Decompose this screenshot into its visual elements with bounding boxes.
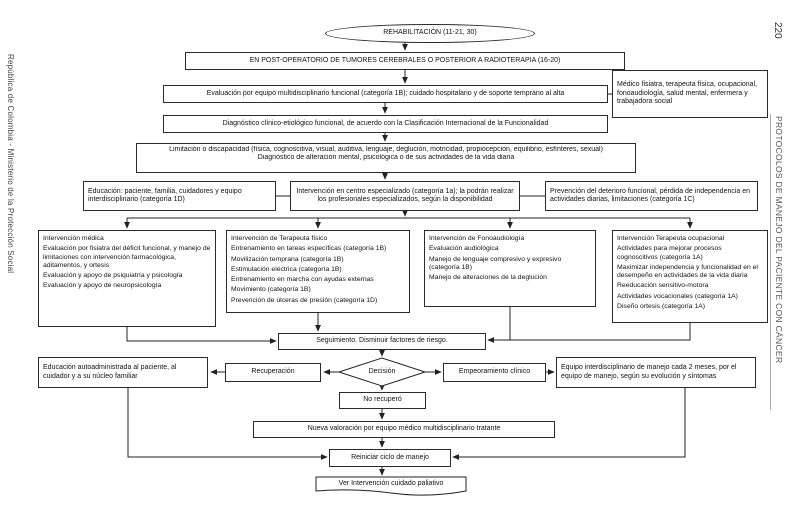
panel-item: Prevención de úlceras de presión (categoría 1D): [231, 296, 378, 304]
limitacion-linea-1: Limitación o discapacidad (física, cognoscitiva, visual, auditiva, lenguaje, deglución, motricidad, propiocepción, equilibrio, esfínteres, sexual): [169, 146, 603, 153]
panel-terapeuta-fisico: [226, 230, 410, 313]
node-cuidado-paliativo: Ver Intervención cuidado paliativo: [338, 480, 444, 488]
panel-item: Movimiento (categoría 1B): [231, 286, 311, 294]
panel-item: Evaluación por fisiatra del déficit funcional, y manejo de limitaciones con intervención farmacológica, aditamentos, y ortesis: [43, 245, 211, 269]
right-margin-text: PROTOCOLOS DE MANEJO DEL PACIENTE CON CÁNCER: [774, 116, 784, 364]
panel-fonoaudiologia: [424, 230, 596, 307]
limitacion-linea-2: Diagnóstico de alteración mental, psicológica o de sus actividades de la vida diaria: [257, 154, 515, 162]
panel-item: Maximizar independencia y funcionalidad en el desempeño en actividades de la vida diaria: [617, 263, 758, 280]
panel-item: Evaluación audiológica: [429, 245, 499, 253]
node-centro-especializado: Intervención en centro especializado (categoría 1a); la podrán realizar los profesionales especializados, según la disponibilidad: [290, 181, 520, 211]
node-decision: Decisión: [368, 367, 396, 375]
node-equipo-profesional: Médico fisiatra, terapeuta física, ocupacional, fonoaudiología, salud mental, enfermera y trabajadora social: [612, 70, 768, 118]
panel-item: Manejo de alteraciones de la deglución: [429, 274, 547, 282]
node-reiniciar-ciclo: Reiniciar ciclo de manejo: [329, 449, 451, 467]
panel-item: Actividades vocacionales (categoría 1A): [617, 292, 738, 300]
node-limitacion-discapacidad: [136, 143, 636, 173]
node-seguimiento: Seguimiento. Disminuir factores de riesgo.: [278, 333, 486, 350]
panel-item: Reeducación sensitivo-motora: [617, 282, 709, 290]
panel-item: Actividades para mejorar procesos cognoscitivos (categoría 1A): [617, 245, 722, 261]
panel-item: Entrenamiento en tareas específicas (categoría 1B): [231, 245, 387, 253]
panel-terapeuta-ocupacional: [612, 230, 768, 323]
left-margin-text: República de Colombia - Ministerio de la Protección Social: [6, 54, 15, 274]
panel-item: Entrenamiento en marcha con ayudas externas: [231, 276, 374, 284]
panel-item: Estimulación eléctrica (categoría 1B): [231, 265, 342, 273]
panel-item: Diseño ortesis (categoría 1A): [617, 302, 706, 310]
node-recuperacion: Recuperación: [225, 363, 321, 382]
node-no-recupero: No recuperó: [339, 392, 426, 409]
node-diagnostico-clinico: Diagnóstico clínico-etiológico funcional, de acuerdo con la Clasificación Internacional de la Funcionalidad: [163, 115, 608, 133]
panel-title: Intervención médica: [43, 235, 104, 242]
node-educacion-autoadministrada: Educación autoadministrada al paciente, al cuidador y a su núcleo familiar: [38, 357, 208, 388]
node-nueva-valoracion: Nueva valoración por equipo médico multidisciplinario tratante: [253, 421, 555, 438]
panel-intervencion-medica: [38, 230, 216, 327]
node-prevencion-deterioro: Prevención del deterioro funcional, pérdida de independencia en actividades diarias, limitaciones (categoría 1C): [545, 181, 758, 211]
node-evaluacion-equipo: Evaluación por equipo multidisciplinario funcional (categoría 1B); cuidado hospitalario y de soporte temprano al alta: [163, 85, 608, 103]
panel-item: Evaluación y apoyo de psiquiatría y psicología: [43, 272, 183, 280]
panel-title: Intervención Terapeuta ocupacional: [617, 235, 725, 242]
panel-title: Intervención de Fonoaudiología: [429, 235, 525, 242]
panel-title: Intervención de Terapeuta físico: [231, 235, 328, 242]
node-rehabilitacion: REHABILITACIÓN (11-21, 30): [325, 24, 535, 43]
panel-item: Manejo de lenguaje compresivo y expresivo (categoría 1B): [429, 255, 562, 271]
node-equipo-interdisciplinario: Equipo interdisciplinario de manejo cada 2 meses, por el equipo de manejo, según su evolución y síntomas: [556, 357, 756, 388]
page-number: 220: [772, 22, 783, 39]
node-empeoramiento-clinico: Empeoramiento clínico: [443, 363, 546, 382]
node-postoperatorio: EN POST-OPERATORIO DE TUMORES CEREBRALES O POSTERIOR A RADIOTERAPIA (16-20): [185, 52, 625, 70]
panel-item: Evaluación y apoyo de neuropsicología: [43, 282, 162, 290]
node-educacion-paciente: Educación: paciente, familia, cuidadores y equipo interdisciplinario (categoría 1D): [83, 181, 276, 211]
panel-item: Movilización temprana (categoría 1B): [231, 255, 344, 263]
